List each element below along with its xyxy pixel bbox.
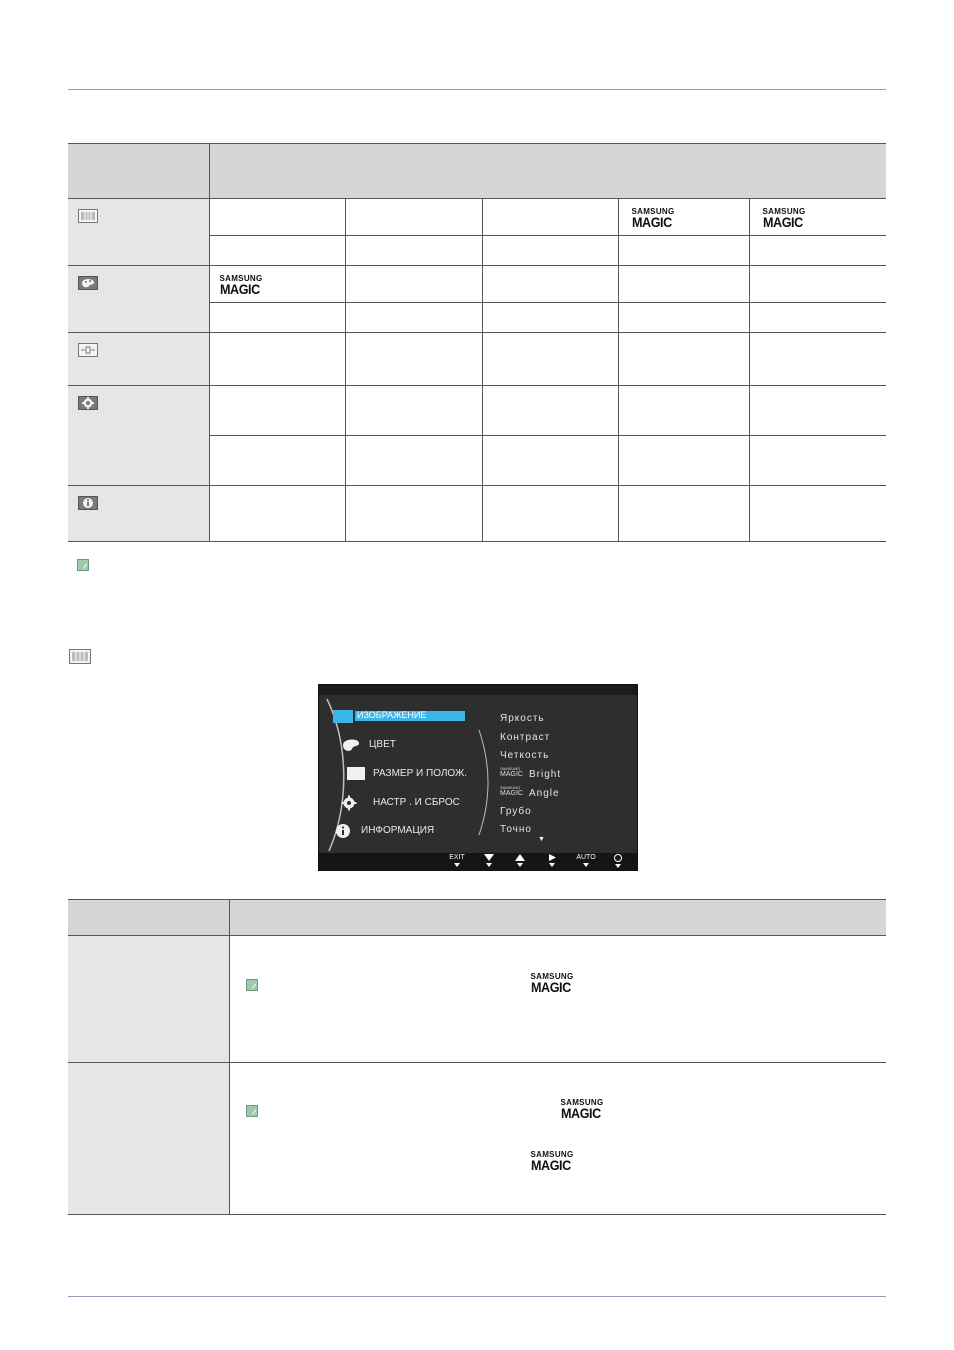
samsung-logo-bottom: MAGIC: [530, 1157, 571, 1173]
osd-samsung-magic-logo: [500, 767, 523, 778]
table-row: [68, 333, 886, 386]
osd-scroll-down-indicator[interactable]: ▼: [538, 836, 545, 843]
table-cell: [749, 236, 886, 266]
osd-submenu-item[interactable]: Точно: [500, 824, 532, 835]
table-cell: [482, 436, 618, 486]
picture-icon: [333, 710, 353, 723]
table-cell: [618, 386, 749, 436]
table-cell: [209, 386, 345, 436]
osd-menu-item-label: НАСТР . И СБРОС: [373, 797, 460, 808]
samsung-logo-top: SAMSUNG: [530, 972, 574, 981]
table-cell: [345, 266, 482, 303]
table-header-row: [68, 900, 886, 936]
table-cell: [618, 303, 749, 333]
osd-menu-overview-table: [68, 143, 886, 542]
osd-menu-item-color[interactable]: [341, 737, 471, 753]
table-cell: [482, 386, 618, 436]
power-icon: [614, 854, 622, 862]
osd-menu-item-label: ЦВЕТ: [369, 739, 396, 750]
table-cell: [618, 486, 749, 542]
row-label-size-position: [68, 333, 209, 386]
note-icon: [246, 1105, 258, 1117]
table-row: [68, 936, 886, 1063]
samsung-logo-top: SAMSUNG: [560, 1098, 604, 1107]
osd-auto-button[interactable]: [576, 854, 596, 867]
osd-exit-button[interactable]: [447, 854, 467, 867]
table-cell: [749, 333, 886, 386]
table-cell: [209, 303, 345, 333]
top-rule: [68, 89, 886, 90]
table-cell: [482, 199, 618, 236]
table-cell: [209, 199, 345, 236]
table-cell: [618, 266, 749, 303]
osd-submenu-item[interactable]: Контраст: [500, 732, 551, 743]
table-cell: [482, 266, 618, 303]
table-cell: [209, 333, 345, 386]
samsung-logo-bottom: MAGIC: [530, 979, 571, 995]
osd-up-button[interactable]: [510, 854, 530, 867]
osd-logo-bottom: MAGIC: [500, 790, 523, 797]
osd-submenu-item[interactable]: Грубо: [500, 806, 532, 817]
osd-button-label: EXIT: [449, 854, 465, 861]
table-cell: [749, 486, 886, 542]
samsung-logo-bottom: MAGIC: [631, 214, 672, 230]
samsung-magic-logo: [531, 973, 575, 994]
table-cell: [618, 236, 749, 266]
table-cell: [482, 303, 618, 333]
table-cell: [345, 333, 482, 386]
osd-menu-item-picture[interactable]: [333, 711, 465, 722]
osd-submenu-item[interactable]: Четкость: [500, 750, 550, 761]
samsung-magic-logo: [561, 1099, 605, 1120]
osd-submenu-item[interactable]: Яркость: [500, 713, 545, 724]
table-cell: [345, 436, 482, 486]
table-cell: [749, 303, 886, 333]
osd-down-button[interactable]: [479, 854, 499, 867]
table-cell: [749, 199, 886, 236]
setup-gear-icon: [78, 396, 98, 415]
samsung-logo-top: SAMSUNG: [530, 1150, 574, 1159]
osd-samsung-magic-logo: [500, 786, 523, 797]
table-cell: [345, 199, 482, 236]
table-cell: [345, 236, 482, 266]
samsung-logo-top: SAMSUNG: [762, 207, 806, 216]
osd-menu-item-setup-reset[interactable]: [341, 795, 471, 811]
size-position-icon: [78, 343, 98, 362]
table-cell: [618, 436, 749, 486]
table-cell: [345, 303, 482, 333]
row-label-setup-reset: [68, 386, 209, 486]
picture-icon: [78, 209, 98, 228]
section-picture-icon: [69, 649, 91, 669]
header-cell-description: [229, 900, 886, 936]
osd-button-label: AUTO: [576, 854, 596, 861]
color-palette-icon: [341, 737, 361, 758]
table-row: [68, 199, 886, 236]
table-cell: [209, 486, 345, 542]
row-label-picture: [68, 199, 209, 266]
samsung-logo-bottom: MAGIC: [560, 1105, 601, 1121]
row-label: [68, 1063, 229, 1215]
header-cell-menu: [68, 144, 209, 199]
table-cell: [345, 386, 482, 436]
up-arrow-icon: [515, 854, 525, 861]
osd-screen: [318, 684, 638, 871]
table-cell: [618, 199, 749, 236]
table-cell: [749, 436, 886, 486]
table-cell: [482, 486, 618, 542]
osd-menu-item-label: ИНФОРМАЦИЯ: [361, 825, 435, 836]
menu-description-table: [68, 899, 886, 1215]
bottom-rule: [68, 1296, 886, 1297]
down-arrow-icon: [484, 854, 494, 861]
osd-menu-item-size-position[interactable]: [347, 767, 477, 781]
osd-logo-bottom: MAGIC: [500, 771, 523, 778]
description-cell: [229, 1063, 886, 1215]
samsung-logo-top: SAMSUNG: [631, 207, 675, 216]
table-cell: [618, 333, 749, 386]
samsung-magic-logo: [632, 208, 676, 229]
table-row: [68, 1063, 886, 1215]
osd-menu-item-label: РАЗМЕР И ПОЛОЖ.: [373, 768, 467, 779]
samsung-logo-bottom: MAGIC: [219, 281, 260, 297]
osd-menu-item-information[interactable]: [335, 823, 465, 839]
table-header-row: [68, 144, 886, 199]
samsung-magic-logo: [220, 275, 264, 296]
table-cell: [482, 236, 618, 266]
samsung-logo-top: SAMSUNG: [219, 274, 263, 283]
header-cell-submenu: [209, 144, 886, 199]
row-label-information: [68, 486, 209, 542]
table-row: [68, 266, 886, 303]
row-label: [68, 936, 229, 1063]
table-cell: [749, 266, 886, 303]
samsung-logo-bottom: MAGIC: [762, 214, 803, 230]
description-cell: [229, 936, 886, 1063]
table-cell: [345, 486, 482, 542]
note-icon: [246, 979, 258, 991]
table-cell: [209, 266, 345, 303]
table-row: [68, 486, 886, 542]
samsung-magic-logo: [531, 1151, 575, 1172]
osd-submenu-label: Angle: [529, 788, 560, 799]
row-label-color: [68, 266, 209, 333]
enter-icon: [547, 854, 557, 861]
osd-menu-item-label: ИЗОБРАЖЕНИЕ: [357, 710, 427, 720]
information-icon: [335, 823, 351, 844]
osd-logo-top: SAMSUNG: [500, 785, 521, 790]
size-position-icon: [347, 767, 365, 780]
information-icon: [78, 496, 98, 515]
osd-logo-top: SAMSUNG: [500, 766, 521, 771]
table-cell: [209, 236, 345, 266]
osd-power-button[interactable]: [608, 854, 628, 868]
table-row: [68, 386, 886, 436]
samsung-magic-logo: [763, 208, 807, 229]
table-cell: [749, 386, 886, 436]
header-cell-menu: [68, 900, 229, 936]
color-palette-icon: [78, 276, 98, 295]
table-cell: [482, 333, 618, 386]
note-icon: [77, 559, 89, 571]
table-cell: [209, 436, 345, 486]
osd-enter-button[interactable]: [542, 854, 562, 867]
setup-gear-icon: [341, 795, 357, 816]
osd-submenu-label: Bright: [529, 769, 562, 780]
